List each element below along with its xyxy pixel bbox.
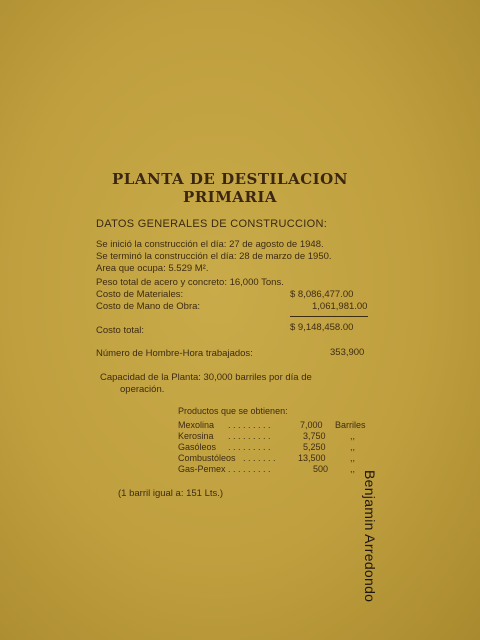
product-quantity: 13,500 [298, 453, 326, 463]
product-name: Kerosina [178, 431, 214, 441]
man-hours-label: Número de Hombre-Hora trabajados: [96, 348, 253, 359]
product-name: Combustóleos [178, 453, 236, 463]
man-hours-value: 353,900 [330, 347, 365, 358]
area-line: Area que ocupa: 5.529 M². [96, 263, 209, 274]
labor-cost-label: Costo de Mano de Obra: [96, 301, 201, 312]
total-cost-label: Costo total: [96, 325, 145, 336]
products-heading: Productos que se obtienen: [178, 406, 288, 416]
product-name: Mexolina [178, 420, 215, 430]
document-subtitle: PRIMARIA [182, 188, 278, 206]
product-quantity: 7,000 [300, 420, 323, 430]
product-name: Gas-Pemex [178, 464, 226, 474]
capacity-line: Capacidad de la Planta: 30,000 barriles por día de [100, 372, 312, 383]
product-unit: ,, [350, 453, 356, 463]
total-cost-value: $ 9,148,458.00 [290, 322, 354, 333]
product-leader-dots: . . . . . . . . . [228, 431, 271, 441]
document-title: PLANTA DE DESTILACION [112, 170, 348, 188]
product-unit: ,, [350, 442, 356, 452]
product-name: Gasóleos [178, 442, 217, 452]
product-leader-dots: . . . . . . . . . [228, 464, 271, 474]
product-unit: ,, [350, 464, 356, 474]
start-date-line: Se inició la construcción el día: 27 de agosto de 1948. [96, 239, 324, 250]
watermark-signature: Benjamin Arredondo [362, 470, 378, 603]
product-leader-dots: . . . . . . . . . [228, 420, 271, 430]
labor-cost-value: 1,061,981.00 [312, 301, 368, 312]
weight-line: Peso total de acero y concreto: 16,000 Tons. [96, 277, 284, 288]
section-heading: DATOS GENERALES DE CONSTRUCCION: [96, 218, 328, 230]
product-quantity: 3,750 [303, 431, 326, 441]
end-date-line: Se terminó la construcción el día: 28 de marzo de 1950. [96, 251, 332, 262]
footnote: (1 barril igual a: 151 Lts.) [118, 488, 224, 499]
capacity-line-2: operación. [120, 384, 165, 395]
materials-cost-label: Costo de Materiales: [96, 289, 184, 300]
product-quantity: 5,250 [303, 442, 326, 452]
product-quantity: 500 [313, 464, 329, 474]
product-unit: ,, [350, 431, 356, 441]
product-leader-dots: . . . . . . . [243, 453, 276, 463]
materials-cost-value: $ 8,086,477.00 [290, 289, 354, 300]
product-unit: Barriles [335, 420, 366, 430]
product-leader-dots: . . . . . . . . . [228, 442, 271, 452]
sum-rule [290, 316, 368, 317]
